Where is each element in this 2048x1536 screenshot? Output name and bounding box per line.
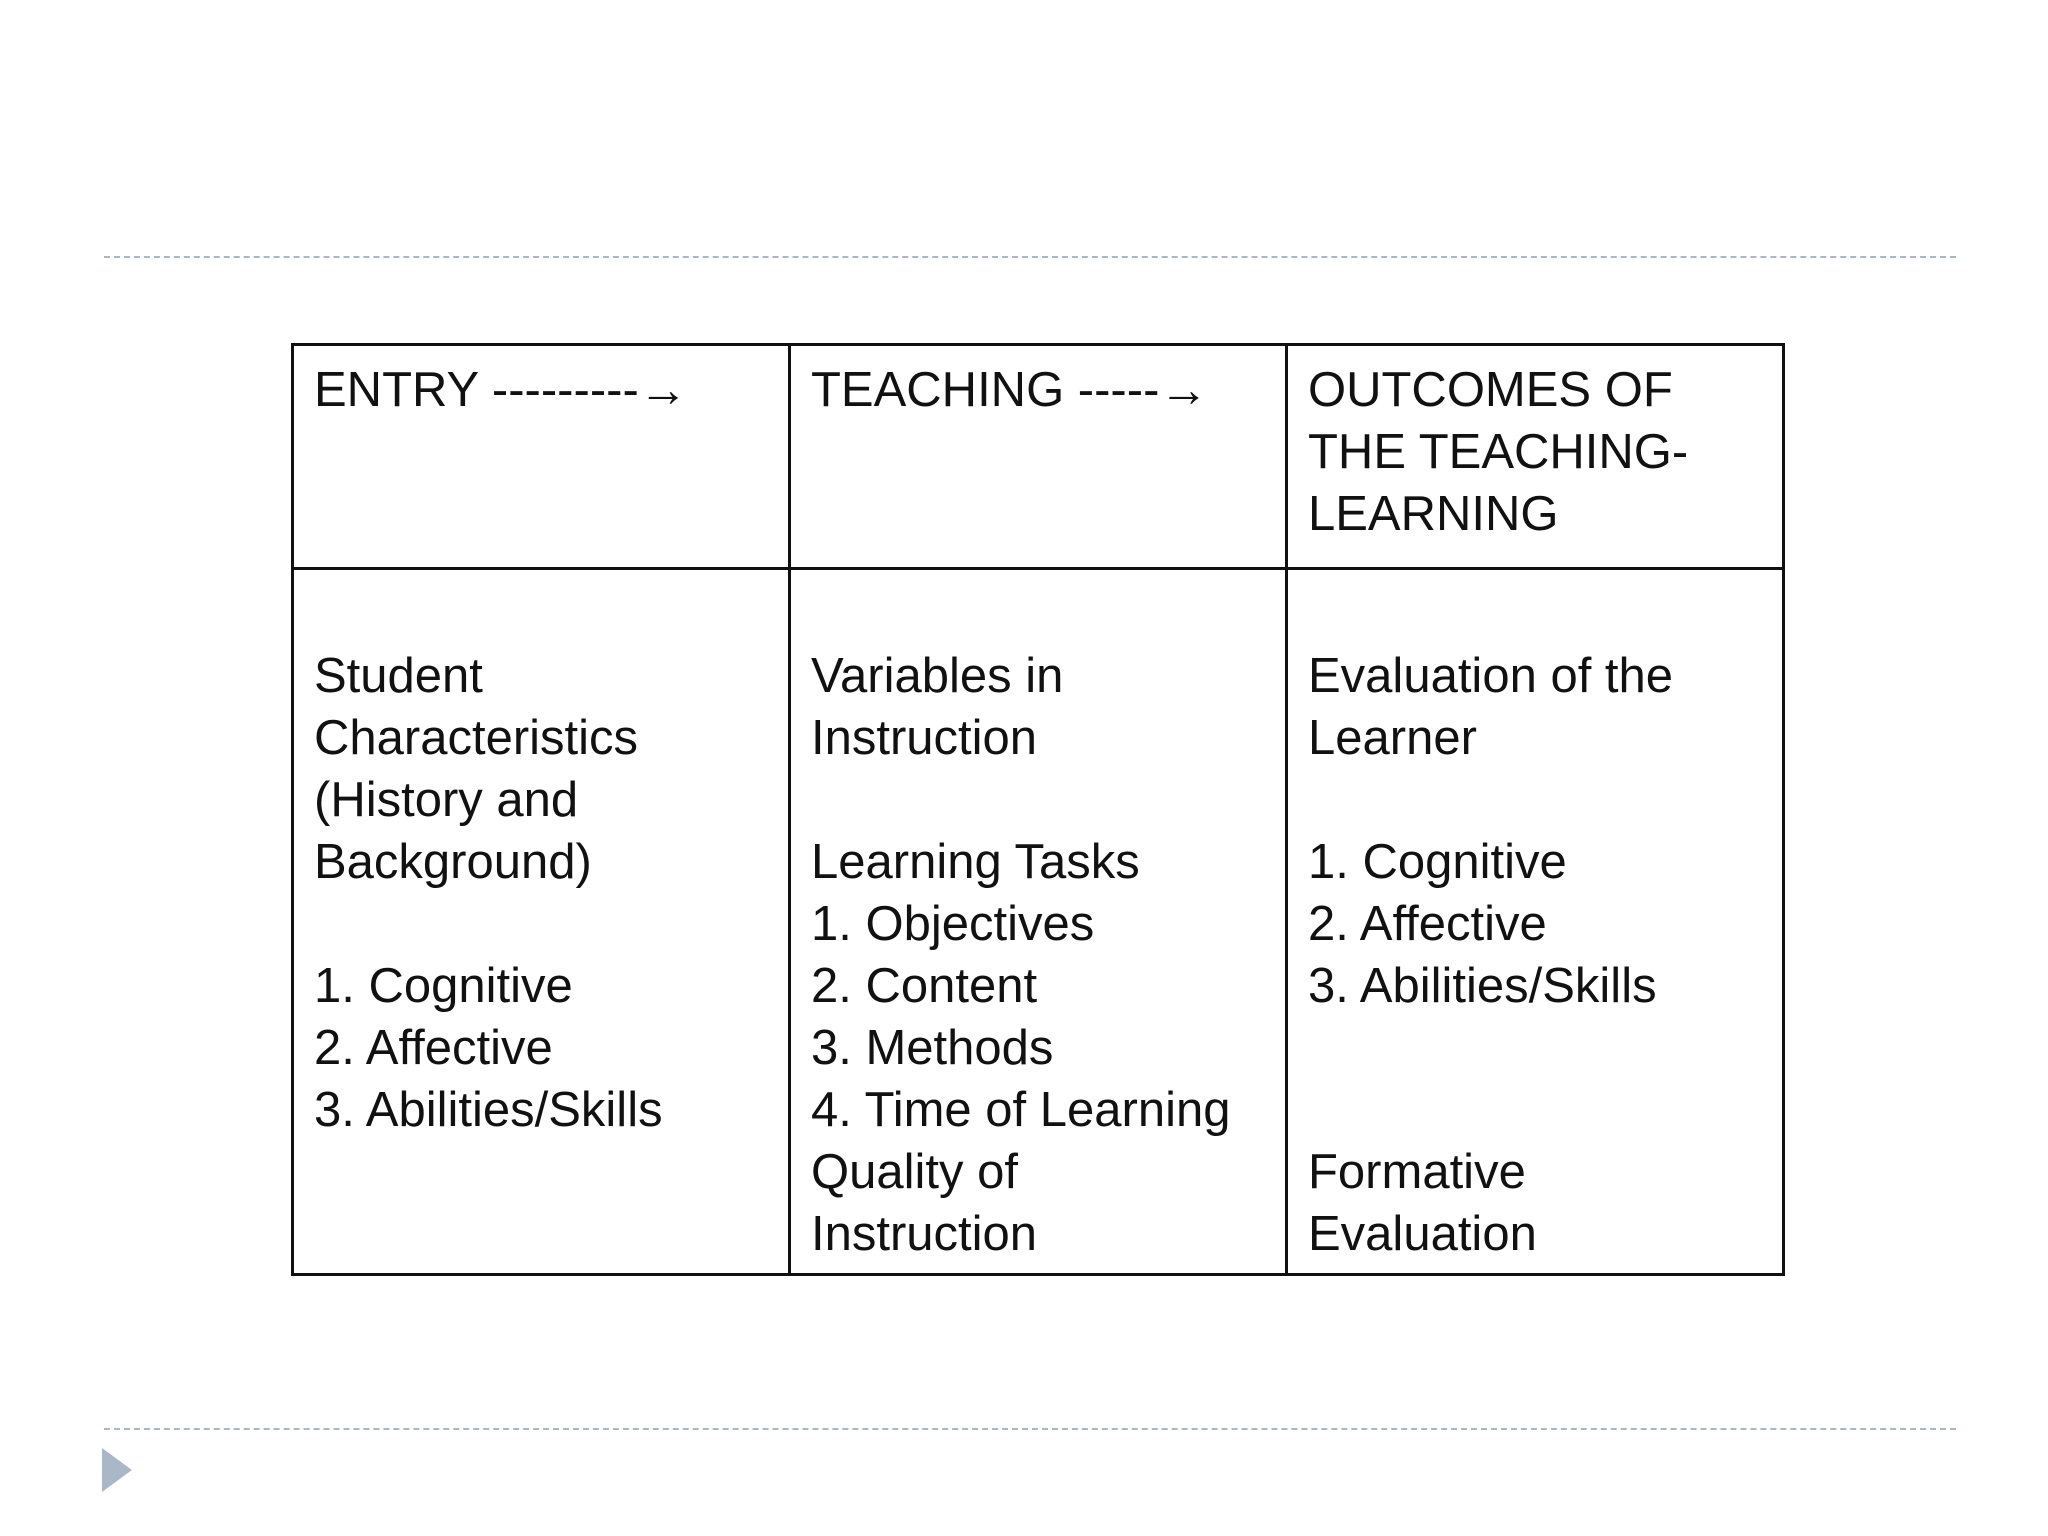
header-teaching: TEACHING -----→ [790,345,1287,569]
bottom-divider [104,1428,1956,1430]
cell-entry [293,569,790,1275]
formative-evaluation-text: Formative Evaluation [1308,1145,1537,1261]
header-entry: ENTRY ---------→ [293,345,790,569]
top-divider [104,256,1956,258]
teaching-learning-model-table [291,343,1785,1276]
header-outcomes: OUTCOMES OF THE TEACHING- LEARNING [1287,345,1784,569]
evaluation-of-learner-text: Evaluation of the Learner 1. Cognitive 2. Affective 3. Abilities/Skills [1308,649,1674,1013]
quality-of-instruction-text: Quality of Instruction [811,1145,1038,1261]
table-header-row [293,345,1784,569]
table-body-row [293,569,1784,1275]
variables-in-instruction-text: Variables in Instruction Learning Tasks 1. Objectives 2. Content 3. Methods 4. Time of Learning [811,649,1231,1137]
student-characteristics-text: Student Characteristics (History and Background) 1. Cognitive 2. Affective 3. Abilities/Skills [314,649,663,1137]
play-triangle-icon [102,1448,132,1492]
cell-teaching [790,569,1287,1275]
cell-outcomes [1287,569,1784,1275]
